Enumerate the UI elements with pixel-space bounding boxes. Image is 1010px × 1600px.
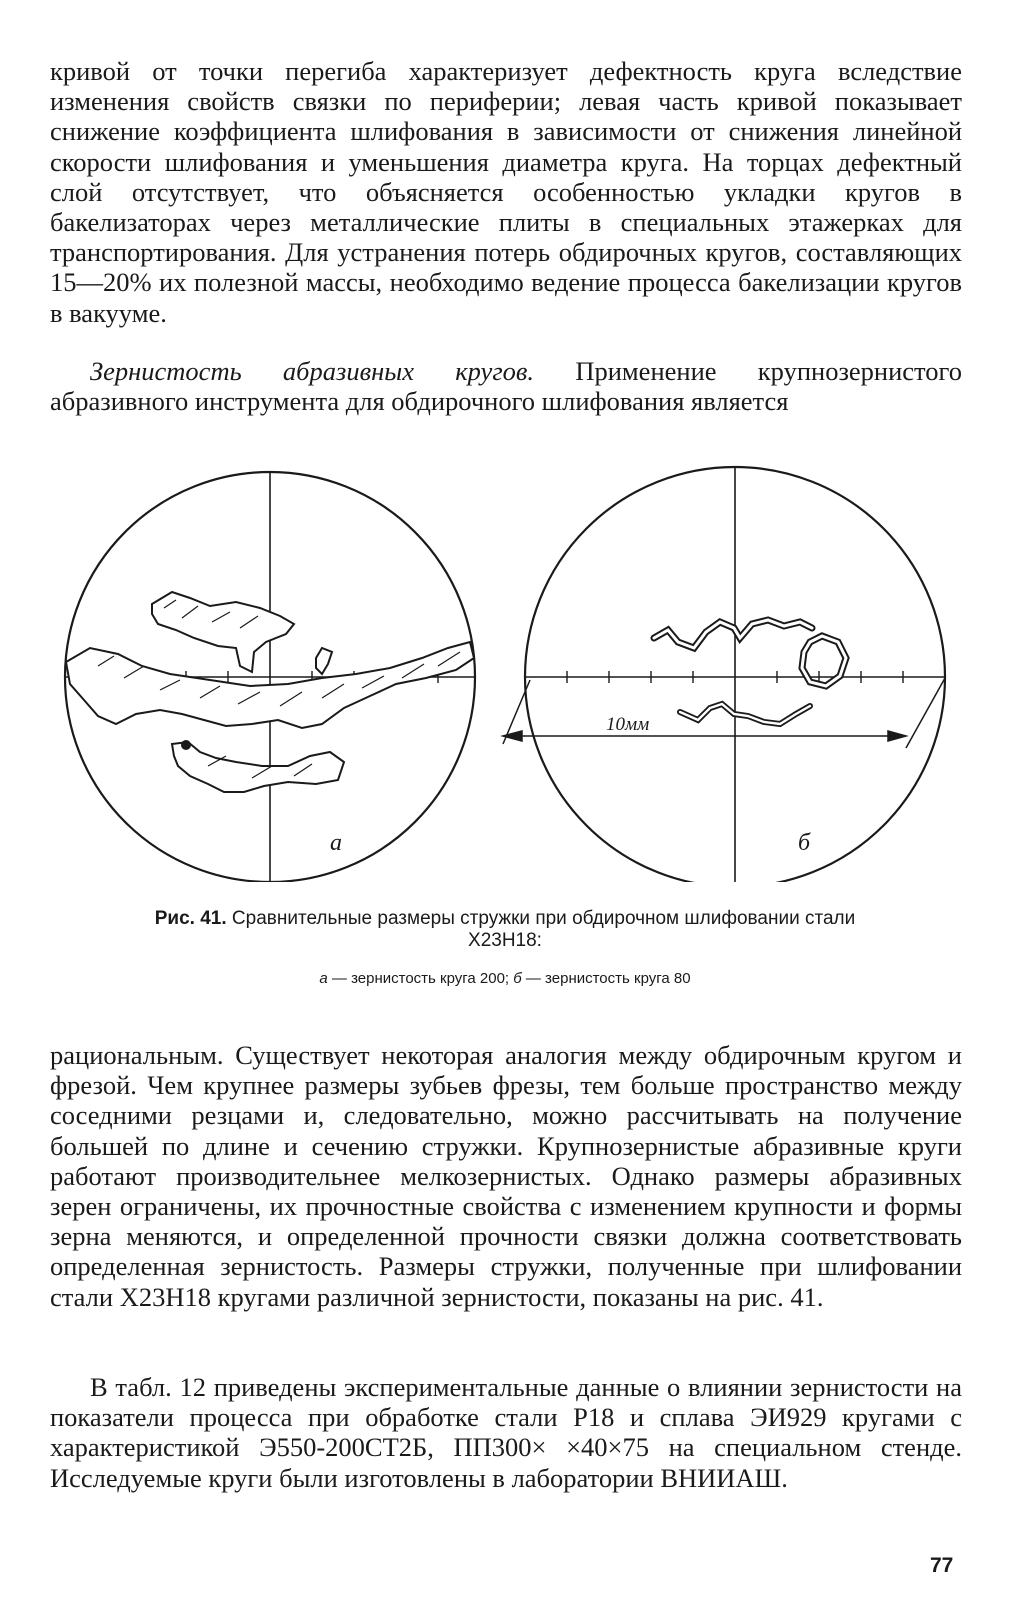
figure-41 [40, 452, 970, 882]
figure-caption [40, 908, 970, 952]
chips-b [654, 620, 846, 724]
section-heading-italic: Зернистость абразивных кругов. [90, 356, 535, 386]
page-number: 77 [930, 1554, 954, 1577]
circle-a [65, 472, 475, 882]
scale-bar [503, 678, 945, 748]
legend-b-letter: б [513, 970, 522, 987]
paragraph-4: В табл. 12 приведены экспериментальные данные о влиянии зернистости на показатели процесса при обработке стали Р18 и сплава ЭИ929 кругами с характеристикой Э550-200СТ2Б, ПП300× ×40×75 на специальном стенде. Исследуемые круги были изготовлены в лаборатории ВНИИАШ. [50, 1372, 962, 1493]
figure-legend [40, 970, 970, 987]
chip-a-hook [316, 648, 332, 674]
legend-a-text: — зернистость круга 200; [327, 970, 514, 987]
chip-a-upper [152, 592, 294, 672]
paragraph-3: рациональным. Существует некоторая аналогия между обдирочным кругом и фрезой. Чем крупнее размеры зубьев фрезы, тем больше пространство между соседними резцами и, следовательно, можно рассчитывать на получение большей по длине и сечению стружки. Крупнозернистые абразивные круги работают производительнее мелкозернистых. Однако размеры абразивных зерен ограничены, их прочностные свойства с изменением крупности и формы зерна меняются, и определенной прочности связки должна соответствовать определенная зернистость. Размеры стружки, полученные при шлифовании стали Х23Н18 кругами различной зернистости, показаны на рис. 41. [50, 1040, 962, 1312]
figure-label-a: а [330, 830, 342, 856]
chip-b-lower [680, 704, 810, 724]
legend-a-letter: а [319, 970, 328, 987]
chip-a-lower [172, 742, 344, 792]
caption-text: Сравнительные размеры стружки при обдирочном шлифовании стали [231, 908, 856, 929]
paragraph-2 [50, 356, 962, 416]
paragraph-1: кривой от точки перегиба характеризует дефектность круга вследствие изменения свойств связки по периферии; левая часть кривой показывает снижение коэффициента шлифования в зависимости от снижения линейной скорости шлифования и уменьшения диаметра круга. На торцах дефектный слой отсутствует, что объясняется особенностью укладки кругов в бакелизаторах через металлические плиты в специальных этажерках для транспортирования. Для устранения потерь обдирочных кругов, составляющих 15—20% их полезной массы, необходимо ведение процесса бакелизации кругов в вакууме. [50, 56, 962, 328]
legend-b-text: — зернистость круга 80 [521, 970, 691, 987]
figure-label-b: б [798, 830, 811, 856]
paragraph-2-text: Применение крупнозернистого абразивного инструмента для обдирочного шлифования является [50, 356, 962, 417]
caption-line-2: Х23Н18: [468, 930, 542, 951]
circle-b [503, 467, 945, 882]
scale-label: 10мм [606, 714, 650, 735]
caption-prefix: Рис. 41. [154, 908, 227, 929]
